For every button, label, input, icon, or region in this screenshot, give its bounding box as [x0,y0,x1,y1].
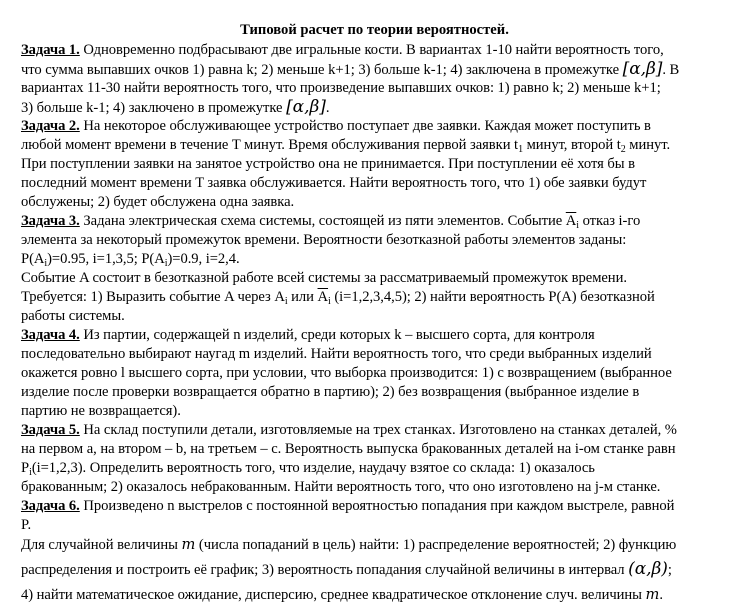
task-label: Задача 3. [21,213,80,229]
line-text: последовательно выбирают наугад m изделий. Найти вероятность того, что среди выбранных изделий [21,346,652,362]
subscript: 2 [620,144,626,155]
line-text-cont: ; [667,562,672,578]
math-expression: m [645,586,660,603]
math-expression: [α,β] [286,97,326,117]
line-text: Требуется: 1) Выразить событие A через A [21,289,285,305]
math-expression: m [181,536,196,553]
text-line [21,383,639,402]
line-text: P. [21,517,32,533]
line-text: 4) найти математическое ожидание, дисперсию, среднее квадратическое отклонение случ. величины [21,587,646,603]
line-text-cont: (числа попаданий в цель) найти: 1) распределение вероятностей; 2) функцию [195,537,677,553]
line-text: на первом a, на втором – b, на третьем – c. Вероятность выпуска бракованных деталей на i-ом станке равн [21,441,676,457]
line-text-cont: . В [662,62,680,78]
task-header-line [21,117,651,136]
subscript: 1 [518,144,524,155]
line-text: вариантах 11-30 найти вероятность того, что произведение выпавших очков: 1) равно k; 2) меньше k+1; [21,80,661,96]
text-line [21,307,125,326]
subscript: i [576,220,580,231]
text-line [21,516,31,535]
task-header-line [21,41,664,60]
line-text: Произведено n выстрелов с постоянной вероятностью попадания при каждом выстреле, равной [79,498,675,514]
event-complement: $\overline{A}$ [565,213,577,229]
text-line [21,231,626,250]
subscript: i [328,296,331,307]
task-label: Задача 6. [21,498,80,514]
line-text-cont: минут, второй t [523,137,621,153]
line-text: работы системы. [21,308,125,324]
line-text: обслужены; 2) будет обслужена одна заявка. [21,194,295,210]
subscript: i [29,467,32,478]
line-text-cont: минут. [625,137,671,153]
line-text-cont: )=0.95, i=1,3,5; P(A [47,251,165,267]
line-text: Задана электрическая схема системы, состоящей из пяти элементов. Событие [79,213,566,229]
math-expression: (α,β) [628,559,668,579]
line-text: партию не возвращается). [21,403,181,419]
task-label: Задача 2. [21,118,80,134]
line-text-cont: )=0.9, i=2,4. [167,251,240,267]
text-line [21,345,652,364]
text-line [21,288,655,307]
math-expression: [α,β] [622,59,663,79]
text-line [21,250,240,269]
task-label: Задача 5. [21,422,80,438]
line-text: бракованным; 2) оказалось небракованным. Найти вероятность того, что оно изготовлено на j-м станке. [21,479,661,495]
subscript: i [284,296,288,307]
subscript: i [44,258,48,269]
line-text: Из партии, содержащей n изделий, среди которых k – высшего сорта, для контроля [79,327,595,343]
document-title: Типовой расчет по теории вероятностей. [240,22,509,38]
line-text: 3) больше k-1; 4) заключено в промежутке [21,100,287,116]
text-line [21,402,181,421]
text-line [21,535,676,555]
task-label: Задача 1. [21,42,80,58]
line-text-cont: . [325,100,330,116]
text-line [21,585,663,605]
line-text: На склад поступили детали, изготовляемые на трех станках. Изготовлено на станках деталей, % [79,422,677,438]
text-line [21,136,670,155]
text-line [21,560,672,580]
line-text: При поступлении заявки на занятое устройство она не принимается. При поступлении её хотя бы в [21,156,635,172]
line-text: Одновременно подбрасывают две игральные кости. В вариантах 1-10 найти вероятность того, [79,42,664,58]
line-text: Событие A состоит в безотказной работе всей системы за рассматриваемый промежуток времени. [21,270,627,286]
task-header-line [21,212,640,231]
line-text: На некоторое обслуживающее устройство поступает две заявки. Каждая может поступить в [79,118,651,134]
text-line [21,155,635,174]
line-text-cont: (i=1,2,3,4,5); 2) найти вероятность P(A) безотказной [330,289,655,305]
text-line [21,459,595,478]
line-text: P(A [21,251,45,267]
text-line [21,364,672,383]
text-line [21,269,627,288]
line-text: распределения и построить её график; 3) вероятность попадания случайной величины в интервал [21,562,629,578]
line-text-cont: (i=1,2,3). Определить вероятность того, что изделие, наудачу взятое со склада: 1) оказалось [31,460,595,476]
line-text: изделие после проверки возвращается обратно в партию); 2) без возвращения (выбранное изделие в [21,384,640,400]
line-text: Для случайной величины [21,537,182,553]
line-text: P [21,460,30,476]
text-line [21,440,676,459]
text-line [21,98,329,118]
task-header-line [21,326,595,345]
line-text-cont: или [287,289,318,305]
task-label: Задача 4. [21,327,80,343]
task-header-line [21,421,677,440]
task-header-line [21,497,674,516]
line-text: последний момент времени T заявка обслуживается. Найти вероятность того, что 1) обе заявки будут [21,175,647,191]
line-text: что сумма выпавших очков 1) равна k; 2) меньше k+1; 3) больше k-1; 4) заключена в промежутке [21,62,623,78]
line-text: окажется ровно l высшего сорта, при условии, что выборка производится: 1) с возвращением (выбранное [21,365,672,381]
text-line [21,79,661,98]
event-complement: $\overline{A}$ [317,289,329,305]
text-line [21,60,679,80]
line-text-cont: . [659,587,663,603]
line-text: любой момент времени в течение T минут. Время обслуживания первой заявки t [21,137,519,153]
text-line [21,193,294,212]
text-line [21,174,646,193]
line-text-cont: отказ i-го [579,213,641,229]
text-line [21,478,660,497]
line-text: элемента за некоторый промежуток времени. Вероятности безотказной работы элементов заданы: [21,232,627,248]
subscript: i [164,258,168,269]
